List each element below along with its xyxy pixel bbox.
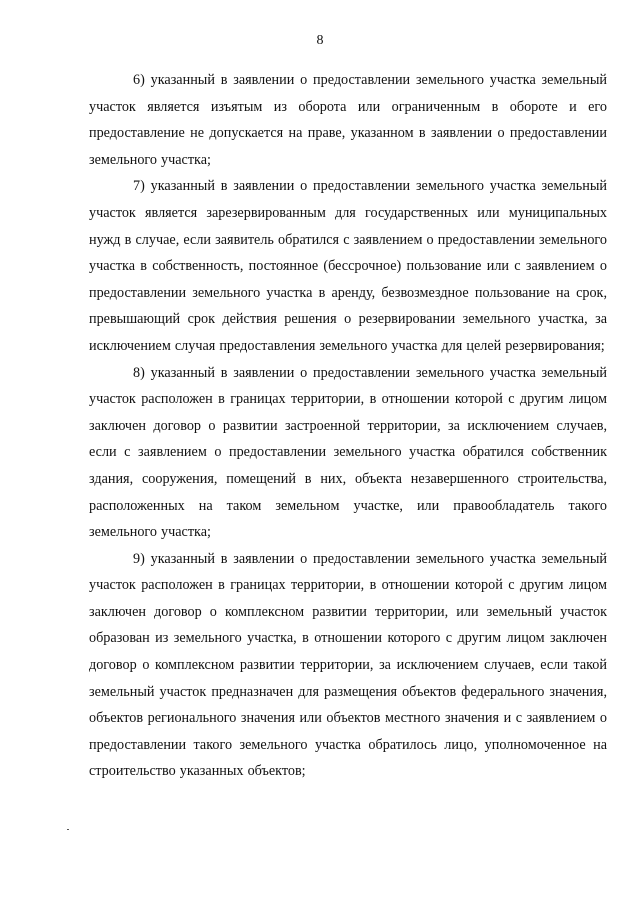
- paragraph-item-9: 9) указанный в заявлении о предоставлении земельного участка земельный участок расположен в границах территории, в отношении которой с другим лицом заключен договор о комплексном развитии территории, или земельный участок образован из земельного участка, в отношении которого с другим лицом заключен договор о комплексном развитии территории, за исключением случаев, если такой земельный участок предназначен для размещения объектов федерального значения, объектов регионального значения или объектов местного значения и с заявлением о предоставлении такого земельного участка обратилось лицо, уполномоченное на строительство указанных объектов;: [89, 550, 607, 780]
- document-body: [89, 67, 607, 785]
- paragraph-item-6: 6) указанный в заявлении о предоставлении земельного участка земельный участок является изъятым из оборота или ограниченным в обороте и его предоставление не допускается на праве, указанном в заявлении о предоставлении земельного участка;: [89, 72, 607, 168]
- page-number: 8: [316, 33, 324, 48]
- paragraph-item-8: 8) указанный в заявлении о предоставлении земельного участка земельный участок расположен в границах территории, в отношении которой с другим лицом заключен договор о развитии застроенной территории, за исключением случаев, если с заявлением о предоставлении земельного участка обратился собственник здания, сооружения, помещений в них, объекта незавершенного строительства, расположенных на таком земельном участке, или правообладатель такого земельного участка;: [89, 364, 607, 541]
- scan-speck: [67, 829, 69, 830]
- paragraph-item-7: 7) указанный в заявлении о предоставлении земельного участка земельный участок является зарезервированным для государственных или муниципальных нужд в случае, если заявитель обратился с заявлением о предоставлении земельного участка в собственность, постоянное (бессрочное) пользование или с заявлением о предоставлении земельного участка в аренду, безвозмездное пользование на срок, превышающий срок действия решения о резервировании земельного участка, за исключением случая предоставления земельного участка для целей резервирования;: [89, 178, 607, 354]
